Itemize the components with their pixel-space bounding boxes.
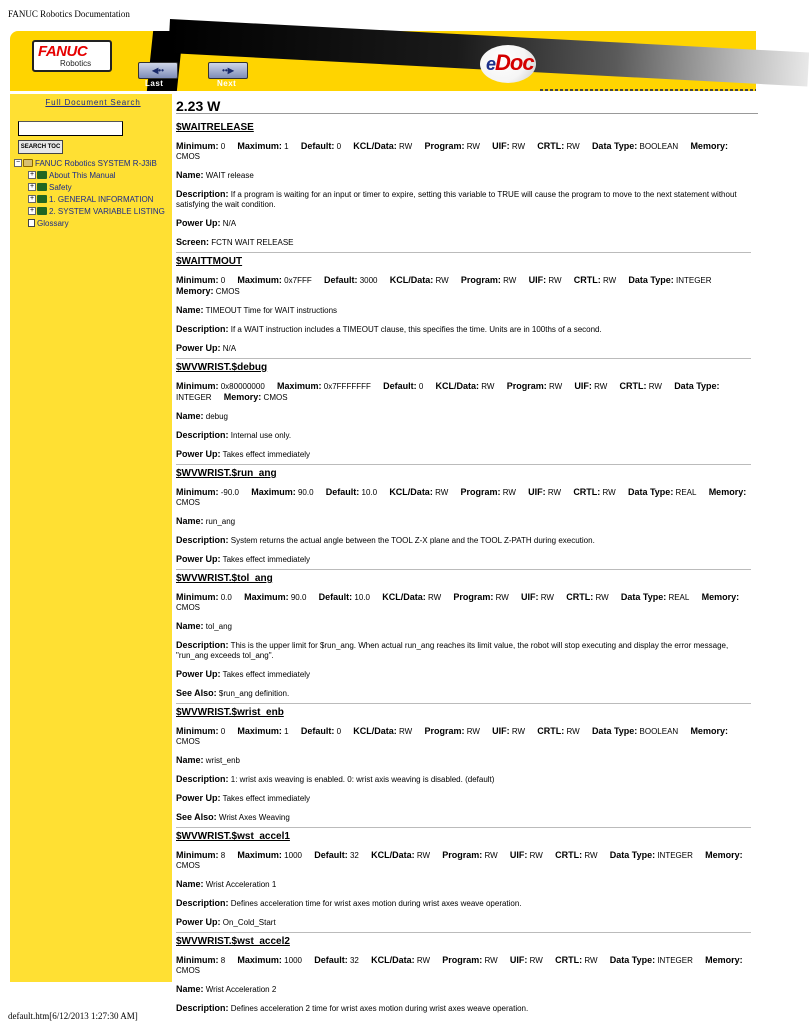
field-value: CMOS (176, 737, 200, 746)
field-label: Data Type: (591, 726, 638, 736)
field-value: RW (602, 488, 616, 497)
field-value: 10.0 (361, 488, 378, 497)
expand-icon[interactable]: + (29, 171, 35, 178)
detail-label: Name: (176, 755, 204, 765)
field-value: INTEGER (657, 956, 693, 965)
detail-value: wrist_enb (205, 756, 240, 765)
field-label: CRTL: (619, 381, 647, 391)
field-value: RW (466, 142, 480, 151)
field-label: Maximum: (237, 275, 282, 285)
field-label: Data Type: (609, 955, 656, 965)
field-label: Default: (314, 955, 348, 965)
field-label: Minimum: (176, 487, 219, 497)
sidebar (10, 94, 172, 982)
detail-label: See Also: (176, 812, 217, 822)
field-label: Data Type: (620, 592, 667, 602)
variable-detail (176, 898, 751, 909)
detail-label: Name: (176, 305, 204, 315)
next-arrow-icon: ••▶ (222, 66, 234, 75)
variable-detail (176, 554, 751, 565)
variable-detail (176, 984, 751, 995)
variable-fields (176, 955, 751, 976)
field-label: Data Type: (674, 381, 720, 391)
field-label: KCL/Data: (435, 381, 480, 391)
variable-fields (176, 275, 751, 297)
field-value: 0 (336, 727, 342, 736)
field-label: Program: (460, 275, 501, 285)
detail-value: If a WAIT instruction includes a TIMEOUT clause, this specifies the time. Units are in 100ths of a second. (230, 325, 602, 334)
field-label: KCL/Data: (353, 726, 397, 736)
field-value: RW (435, 276, 449, 285)
variable-detail (176, 812, 751, 823)
field-label: Maximum: (237, 141, 282, 151)
field-value: 0x7FFFFFFF (323, 382, 371, 391)
print-footer: default.htm[6/12/2013 1:27:30 AM] (8, 1011, 138, 1021)
detail-label: Name: (176, 879, 204, 889)
field-label: Maximum: (244, 592, 289, 602)
field-label: Memory: (705, 955, 743, 965)
field-label: Program: (506, 381, 547, 391)
detail-label: Description: (176, 324, 229, 334)
field-value: 3000 (359, 276, 378, 285)
field-value: RW (594, 382, 608, 391)
toc-label[interactable]: 1. GENERAL INFORMATION (49, 194, 154, 204)
detail-value: Takes effect immediately (222, 450, 311, 459)
field-value: -90.0 (220, 488, 239, 497)
edoc-logo (486, 50, 534, 76)
field-value: RW (481, 382, 495, 391)
fanuc-logo (32, 40, 112, 72)
field-value: RW (540, 593, 554, 602)
variable-heading: $WVWRIST.$wst_accel2 (176, 932, 751, 947)
field-value: REAL (668, 593, 690, 602)
logo-sub-text: Robotics (60, 59, 92, 68)
field-value: RW (427, 593, 442, 602)
field-label: CRTL: (573, 487, 601, 497)
detail-label: Power Up: (176, 554, 221, 564)
field-value: RW (511, 142, 526, 151)
field-value: RW (495, 593, 509, 602)
variable-detail (176, 774, 751, 785)
field-value: CMOS (263, 393, 288, 402)
field-label: Data Type: (609, 850, 656, 860)
detail-value: This is the upper limit for $run_ang. When actual run_ang reaches its limit value, the robot will stop executing and display the error message, "run_ang exceeds tol_ang". (176, 641, 729, 660)
field-label: Minimum: (176, 141, 219, 151)
field-label: CRTL: (537, 141, 565, 151)
field-label: CRTL: (537, 726, 565, 736)
field-value: RW (466, 727, 480, 736)
field-label: Minimum: (176, 592, 219, 602)
field-label: UIF: (528, 487, 546, 497)
field-value: RW (547, 488, 562, 497)
page-icon (28, 219, 35, 227)
field-label: CRTL: (566, 592, 594, 602)
detail-label: Description: (176, 898, 229, 908)
detail-value: $run_ang definition. (218, 689, 290, 698)
detail-value: Wrist Axes Weaving (218, 813, 290, 822)
detail-label: Power Up: (176, 343, 221, 353)
collapse-icon[interactable]: − (15, 159, 21, 166)
field-value: 0 (418, 382, 424, 391)
detail-value: Takes effect immediately (222, 670, 311, 679)
field-label: Default: (325, 487, 360, 497)
field-label: Maximum: (237, 726, 282, 736)
variable-fields (176, 141, 751, 162)
variable-detail (176, 1003, 751, 1014)
detail-value: FCTN WAIT RELEASE (211, 238, 294, 247)
field-label: Maximum: (237, 850, 282, 860)
banner-stripe (540, 89, 756, 91)
field-value: 90.0 (297, 488, 314, 497)
toc-item-root[interactable] (14, 157, 194, 169)
field-label: CRTL: (555, 850, 583, 860)
detail-value: On_Cold_Start (222, 918, 276, 927)
field-label: Program: (442, 850, 483, 860)
expand-icon[interactable]: + (29, 183, 35, 190)
field-label: Default: (383, 381, 417, 391)
title-rule (176, 113, 758, 114)
field-value: 0 (220, 142, 226, 151)
variable-fields (176, 381, 751, 403)
field-value: 10.0 (354, 593, 370, 602)
next-label[interactable]: Next (217, 79, 237, 88)
field-value: RW (529, 851, 543, 860)
expand-icon[interactable]: + (29, 195, 35, 202)
detail-label: See Also: (176, 688, 217, 698)
field-label: Maximum: (277, 381, 322, 391)
field-label: Default: (300, 141, 335, 151)
toc-label[interactable]: 2. SYSTEM VARIABLE LISTING (49, 206, 165, 216)
variable-detail (176, 640, 751, 661)
field-label: Memory: (701, 592, 740, 602)
detail-value: Wrist Acceleration 2 (205, 985, 277, 994)
field-label: Memory: (223, 392, 262, 402)
field-label: Memory: (690, 141, 728, 151)
toc-item-general[interactable] (14, 193, 194, 205)
field-value: CMOS (176, 966, 200, 975)
field-label: Minimum: (176, 726, 219, 736)
variable-heading: $WAITRELEASE (176, 122, 254, 133)
entries-list (176, 122, 751, 1022)
book-icon (37, 183, 47, 191)
detail-value: 1: wrist axis weaving is enabled. 0: wrist axis weaving is disabled. (default) (230, 775, 495, 784)
toc-tree (14, 157, 194, 229)
field-value: 0x7FFF (284, 276, 312, 285)
variable-heading: $WVWRIST.$run_ang (176, 464, 751, 479)
field-value: RW (584, 851, 598, 860)
field-value: CMOS (176, 498, 200, 507)
toc-item-safety[interactable] (14, 181, 194, 193)
field-label: Default: (300, 726, 335, 736)
variable-detail (176, 189, 751, 210)
field-value: 90.0 (290, 593, 307, 602)
field-label: Memory: (705, 850, 743, 860)
field-value: 32 (349, 851, 359, 860)
field-value: RW (548, 276, 562, 285)
variable-fields (176, 850, 751, 871)
field-value: 1000 (284, 851, 302, 860)
detail-value: Defines acceleration 2 time for wrist axes motion during wrist axes weave operation. (230, 1004, 529, 1013)
detail-label: Description: (176, 535, 229, 545)
field-label: Minimum: (176, 955, 219, 965)
variable-detail (176, 237, 751, 248)
last-button[interactable] (138, 62, 178, 79)
field-label: UIF: (509, 850, 528, 860)
detail-label: Name: (176, 984, 204, 994)
field-value: RW (548, 382, 563, 391)
field-label: UIF: (492, 141, 510, 151)
detail-label: Name: (176, 170, 204, 180)
detail-label: Description: (176, 640, 229, 650)
field-label: Minimum: (176, 275, 219, 285)
detail-label: Power Up: (176, 917, 221, 927)
detail-label: Description: (176, 189, 229, 199)
detail-label: Description: (176, 430, 229, 440)
logo-main-text: FANUC (38, 43, 88, 60)
field-value: RW (648, 382, 662, 391)
variable-detail (176, 305, 751, 316)
field-value: RW (502, 488, 516, 497)
detail-label: Power Up: (176, 793, 221, 803)
detail-value: Internal use only. (230, 431, 292, 440)
field-label: Minimum: (176, 850, 219, 860)
field-value: 0 (220, 276, 226, 285)
field-value: RW (566, 727, 580, 736)
detail-value: System returns the actual angle between the TOOL Z-X plane and the TOOL Z-PATH during execution. (230, 536, 595, 545)
detail-value: N/A (222, 219, 237, 228)
field-label: UIF: (528, 275, 547, 285)
field-label: Program: (442, 955, 483, 965)
book-icon (37, 195, 47, 203)
detail-value: Defines acceleration time for wrist axes motion during wrist axes weave operation. (230, 899, 522, 908)
variable-fields (176, 592, 751, 613)
field-value: RW (584, 956, 598, 965)
field-value: CMOS (176, 603, 200, 612)
book-icon (37, 171, 47, 179)
detail-value: run_ang (205, 517, 236, 526)
field-label: Data Type: (628, 275, 674, 285)
field-label: Maximum: (237, 955, 282, 965)
detail-value: TIMEOUT Time for WAIT instructions (205, 306, 338, 315)
detail-value: N/A (222, 344, 237, 353)
field-value: RW (399, 727, 413, 736)
field-value: INTEGER (657, 851, 693, 860)
last-label[interactable]: Last (145, 79, 164, 88)
detail-label: Screen: (176, 237, 210, 247)
field-value: 1 (284, 142, 289, 151)
variable-detail (176, 324, 751, 335)
variable-detail (176, 879, 751, 890)
field-label: Program: (453, 592, 494, 602)
variable-detail (176, 535, 751, 546)
field-value: 8 (220, 956, 226, 965)
field-label: Memory: (690, 726, 728, 736)
field-value: BOOLEAN (639, 727, 679, 736)
field-value: REAL (675, 488, 697, 497)
field-label: Memory: (708, 487, 747, 497)
field-value: CMOS (215, 287, 240, 296)
field-value: RW (484, 851, 498, 860)
field-label: KCL/Data: (353, 141, 397, 151)
field-value: 1000 (284, 956, 302, 965)
variable-heading: $WVWRIST.$wst_accel1 (176, 827, 751, 842)
variable-detail (176, 343, 751, 354)
detail-label: Name: (176, 516, 204, 526)
variable-detail (176, 430, 751, 441)
detail-label: Power Up: (176, 449, 221, 459)
field-value: RW (399, 142, 413, 151)
variable-heading: $WVWRIST.$debug (176, 358, 751, 373)
field-value: RW (511, 727, 526, 736)
variable-heading: $WAITTMOUT (176, 252, 751, 267)
detail-value: If a program is waiting for an input or timer to expire, setting this variable to TRUE will cause the program to move to the next statement without satisfying the wait condition. (176, 190, 737, 209)
field-value: 0 (220, 727, 226, 736)
variable-heading: $WVWRIST.$tol_ang (176, 569, 751, 584)
variable-fields (176, 726, 751, 747)
field-label: Data Type: (591, 141, 638, 151)
page-title: 2.23 W (176, 98, 221, 114)
field-value: RW (602, 276, 617, 285)
field-value: RW (529, 956, 543, 965)
field-label: Default: (314, 850, 348, 860)
field-label: Minimum: (176, 381, 219, 391)
variable-heading: $WVWRIST.$wrist_enb (176, 703, 751, 718)
open-book-icon (23, 159, 33, 167)
toc-label[interactable]: About This Manual (49, 170, 116, 180)
variable-detail (176, 516, 751, 527)
variable-detail (176, 218, 751, 229)
toc-label[interactable]: Glossary (37, 218, 69, 228)
field-value: BOOLEAN (639, 142, 679, 151)
print-header: FANUC Robotics Documentation (8, 9, 130, 19)
variable-detail (176, 688, 751, 699)
field-label: KCL/Data: (389, 487, 433, 497)
full-document-search-link[interactable]: Full Document Search (45, 98, 141, 107)
field-value: 32 (349, 956, 359, 965)
variable-detail (176, 411, 751, 422)
field-label: UIF: (521, 592, 539, 602)
field-value: RW (566, 142, 580, 151)
field-value: 0x80000000 (220, 382, 265, 391)
detail-value: Wrist Acceleration 1 (205, 880, 277, 889)
field-label: Program: (424, 141, 465, 151)
detail-value: tol_ang (205, 622, 232, 631)
detail-label: Description: (176, 1003, 229, 1013)
field-label: Data Type: (627, 487, 674, 497)
toc-label[interactable]: Safety (49, 182, 72, 192)
field-label: Memory: (176, 286, 214, 296)
field-value: INTEGER (675, 276, 712, 285)
toc-item-about[interactable] (14, 169, 194, 181)
variable-detail (176, 755, 751, 766)
field-label: KCL/Data: (389, 275, 434, 285)
toc-label[interactable]: FANUC Robotics SYSTEM R-J3iB (35, 158, 157, 168)
field-label: UIF: (509, 955, 528, 965)
field-value: RW (435, 488, 449, 497)
field-value: 0 (336, 142, 342, 151)
field-value: 1 (284, 727, 289, 736)
header-banner (10, 31, 756, 91)
field-label: UIF: (574, 381, 592, 391)
search-toc-input[interactable] (18, 121, 123, 136)
field-value: CMOS (176, 152, 200, 161)
variable-detail (176, 917, 751, 928)
detail-value: Takes effect immediately (222, 794, 311, 803)
expand-icon[interactable]: + (29, 207, 35, 214)
field-label: Default: (323, 275, 358, 285)
book-icon (37, 207, 47, 215)
field-value: INTEGER (176, 393, 212, 402)
field-value: RW (416, 851, 431, 860)
field-value: RW (416, 956, 431, 965)
variable-detail (176, 170, 751, 181)
field-label: Program: (460, 487, 501, 497)
variable-detail (176, 793, 751, 804)
last-arrow-icon: ◀•• (152, 66, 164, 75)
detail-label: Power Up: (176, 669, 221, 679)
field-label: CRTL: (573, 275, 601, 285)
field-value: RW (484, 956, 498, 965)
field-label: Default: (318, 592, 353, 602)
variable-detail (176, 621, 751, 632)
field-value: RW (595, 593, 609, 602)
detail-value: debug (205, 412, 228, 421)
toc-item-sysvar[interactable] (14, 205, 194, 217)
detail-label: Name: (176, 621, 204, 631)
field-value: RW (503, 276, 517, 285)
field-value: 8 (220, 851, 226, 860)
detail-value: WAIT release (205, 171, 254, 180)
field-label: Maximum: (251, 487, 296, 497)
field-label: KCL/Data: (371, 850, 415, 860)
variable-detail (176, 449, 751, 460)
field-label: UIF: (492, 726, 510, 736)
next-button[interactable] (208, 62, 248, 79)
search-toc-button[interactable]: SEARCH TOC (18, 140, 63, 154)
detail-label: Power Up: (176, 218, 221, 228)
toc-item-glossary[interactable] (14, 217, 194, 229)
field-label: CRTL: (555, 955, 583, 965)
detail-value: Takes effect immediately (222, 555, 311, 564)
edoc-logo-doc: Doc (495, 50, 534, 75)
field-label: KCL/Data: (371, 955, 415, 965)
detail-label: Description: (176, 774, 229, 784)
content-pane (176, 94, 758, 1013)
variable-fields (176, 487, 751, 508)
edoc-logo-e: e (486, 54, 496, 74)
field-value: 0.0 (220, 593, 232, 602)
field-label: KCL/Data: (382, 592, 426, 602)
detail-label: Name: (176, 411, 204, 421)
field-label: Program: (424, 726, 465, 736)
variable-detail (176, 669, 751, 680)
field-value: CMOS (176, 861, 200, 870)
